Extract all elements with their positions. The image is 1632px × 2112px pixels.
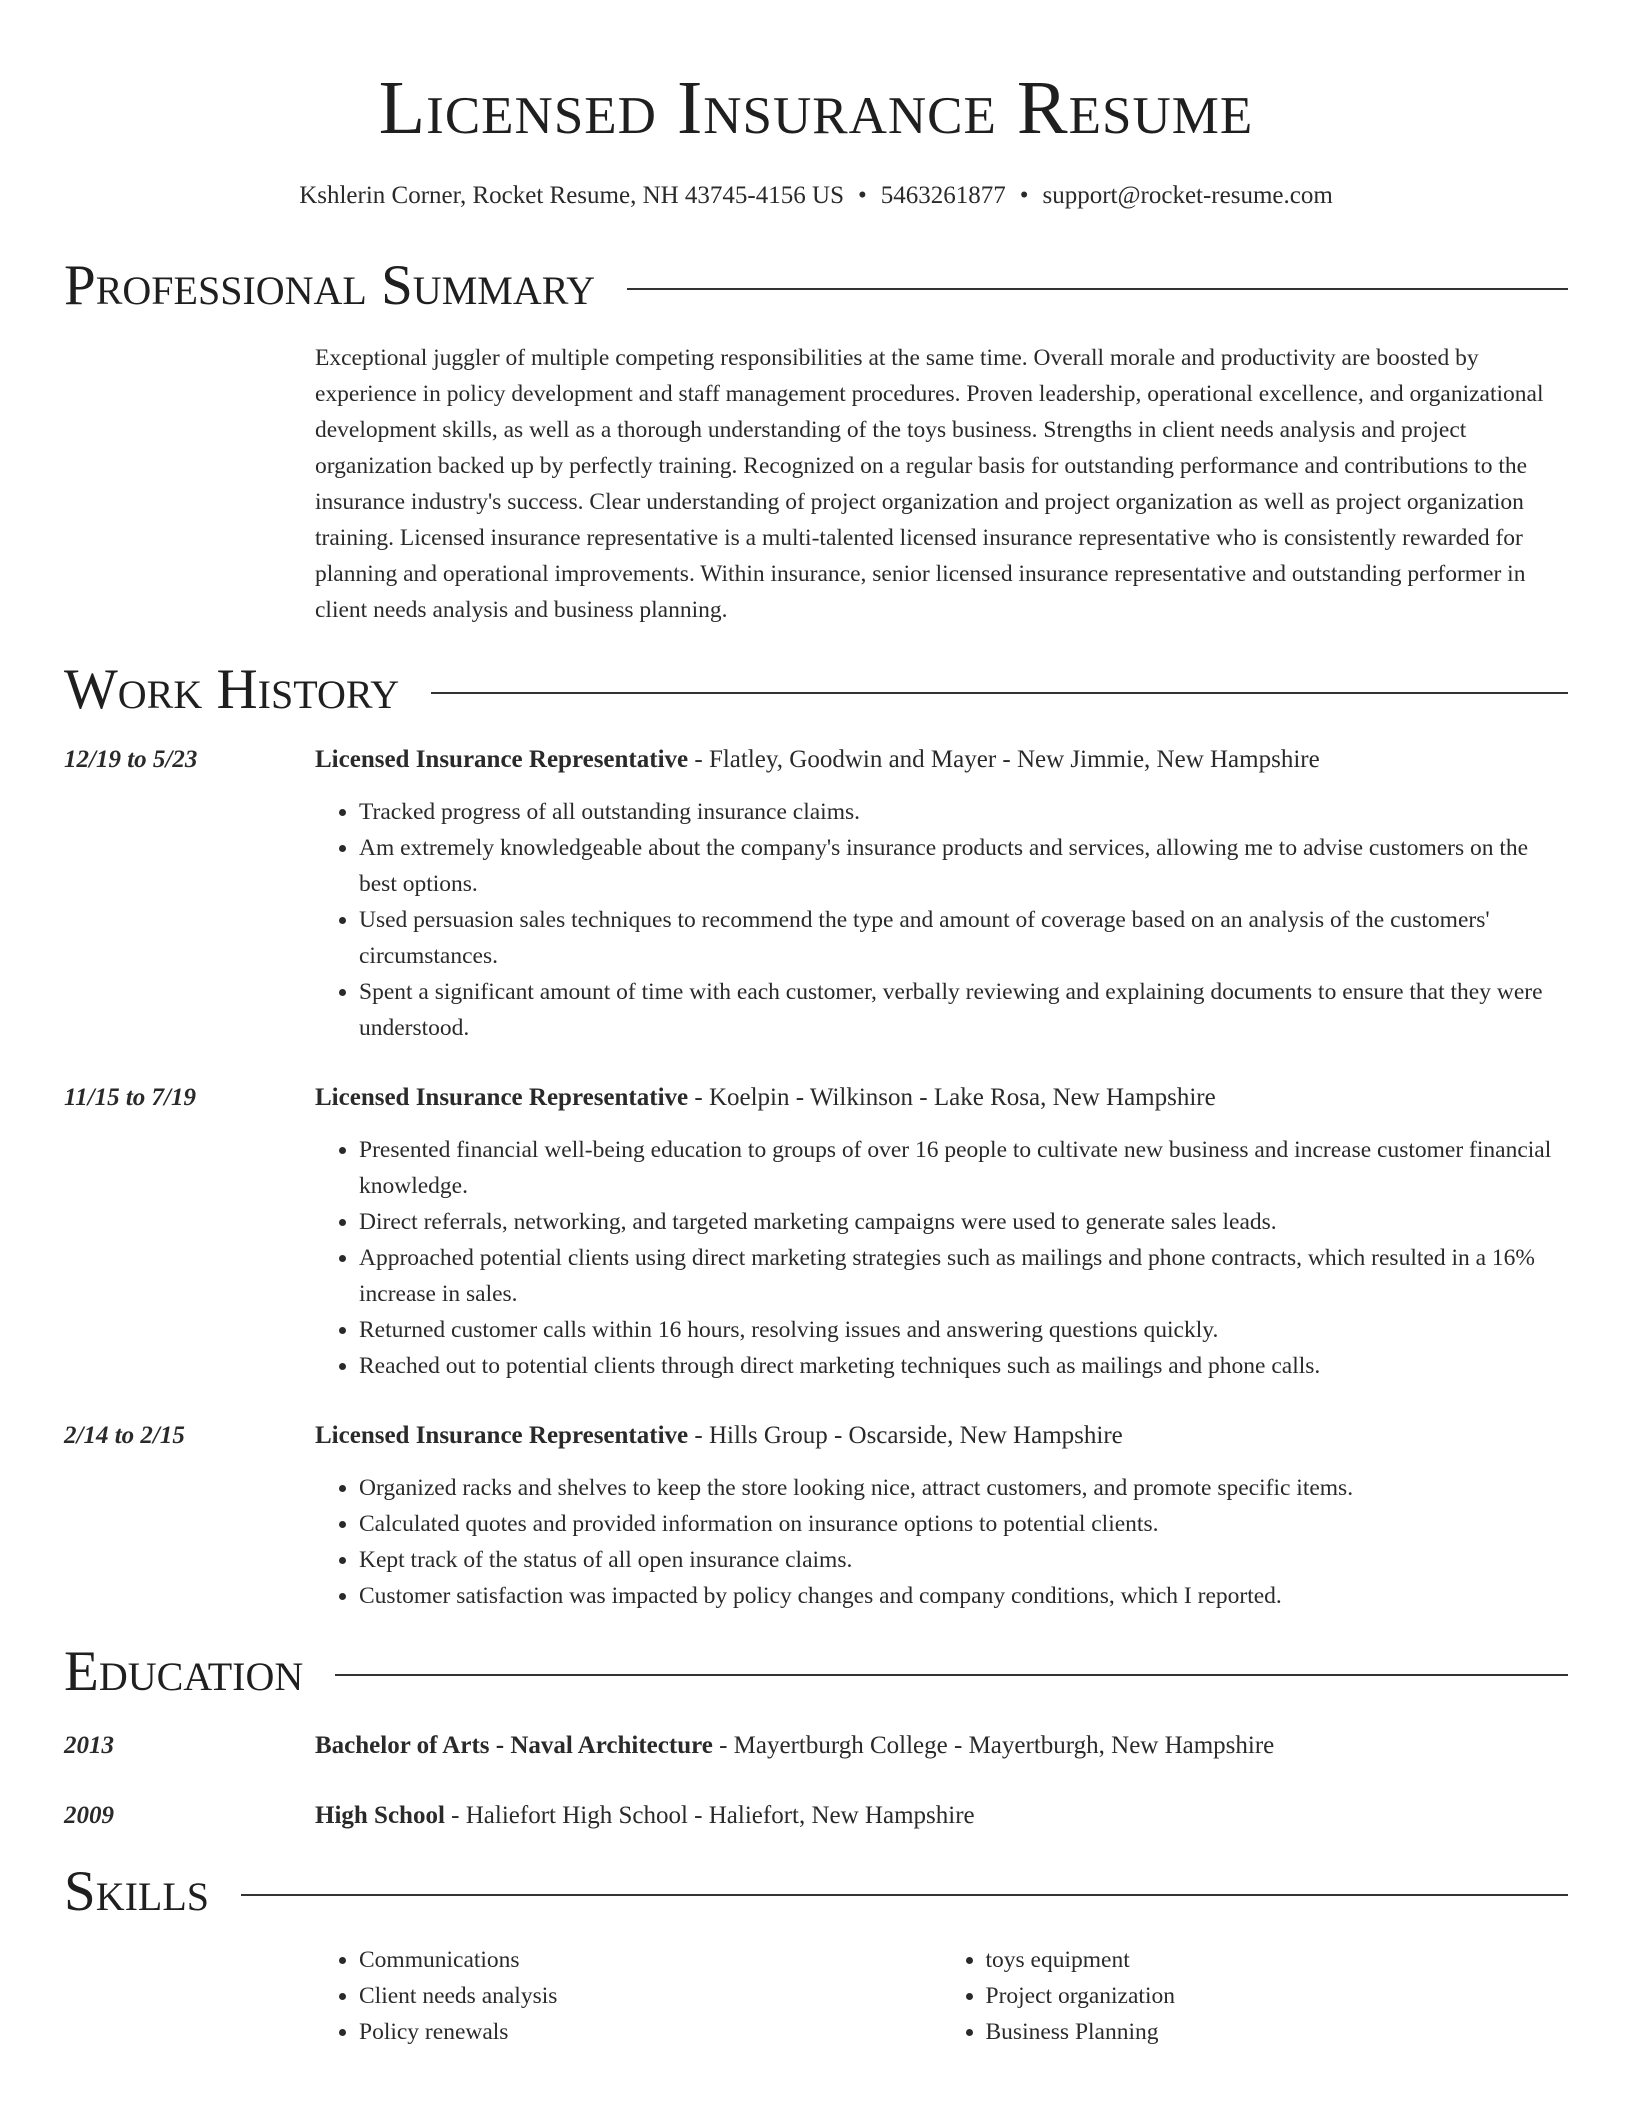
job-body <box>315 742 1568 1046</box>
education-entry <box>64 1728 1568 1764</box>
job-bullet: • Approached potential clients using direct marketing strategies such as mailings and phone contracts, which resulted in a 16% increase in sales. <box>359 1240 1568 1312</box>
skill-item: • Project organization <box>986 1978 1569 2014</box>
job-bullet: • Reached out to potential clients through direct marketing techniques such as mailings and phone calls. <box>359 1348 1568 1384</box>
education-degree: Bachelor of Arts - Naval Architecture <box>315 1732 713 1759</box>
job-bullet: • Organized racks and shelves to keep the store looking nice, attract customers, and promote specific items. <box>359 1470 1568 1506</box>
education-heading <box>315 1798 1568 1834</box>
education-body <box>315 1728 1568 1764</box>
section-title-work: Work History <box>64 658 400 721</box>
job-heading <box>315 1418 1568 1454</box>
education-degree: High School <box>315 1802 445 1829</box>
summary-text: Exceptional juggler of multiple competing responsibilities at the same time. Overall morale and productivity are boosted by experience in policy development and staff management procedures. Proven leadership, operational excellence, and organizational development skills, as well as a thorough understanding of the toys business. Strengths in client needs analysis and project organization backed up by perfectly training. Recognized on a regular basis for outstanding performance and contributions to the insurance industry's success. Clear understanding of project organization and project organization as well as project organization training. Licensed insurance representative is a multi-talented licensed insurance representative who is consistently rewarded for planning and operational improvements. Within insurance, senior licensed insurance representative and outstanding performer in client needs analysis and business planning. <box>315 345 1544 623</box>
education-year: 2013 <box>64 1732 114 1759</box>
skill-item: • toys equipment <box>986 1942 1569 1978</box>
work-section-header <box>64 658 1568 722</box>
skill-item: • Policy renewals <box>359 2014 942 2050</box>
education-details: - Mayertburgh College - Mayertburgh, New Hampshire <box>712 1732 1275 1759</box>
job-bullet: • Kept track of the status of all open insurance claims. <box>359 1542 1568 1578</box>
section-title-summary: Professional Summary <box>64 254 596 317</box>
job-title: Licensed Insurance Representative <box>315 746 689 773</box>
job-bullet-list <box>315 1470 1568 1614</box>
job-bullet: • Spent a significant amount of time with each customer, verbally reviewing and explaining documents to ensure that they were understood. <box>359 974 1568 1046</box>
skill-item: • Client needs analysis <box>359 1978 942 2014</box>
education-body <box>315 1798 1568 1834</box>
skills-section-header <box>64 1860 1568 1924</box>
section-divider <box>335 1674 1568 1676</box>
job-details: - Flatley, Goodwin and Mayer - New Jimmie, New Hampshire <box>688 746 1320 773</box>
summary-section-header <box>64 254 1568 318</box>
job-bullet: • Tracked progress of all outstanding insurance claims. <box>359 794 1568 830</box>
job-bullet: • Direct referrals, networking, and targeted marketing campaigns were used to generate sales leads. <box>359 1204 1568 1240</box>
job-body <box>315 1418 1568 1614</box>
section-title-skills: Skills <box>64 1860 210 1923</box>
contact-phone: 5463261877 <box>880 182 1006 209</box>
education-year: 2009 <box>64 1802 114 1829</box>
job-details: - Koelpin - Wilkinson - Lake Rosa, New Hampshire <box>688 1084 1216 1111</box>
contact-separator: • <box>857 182 867 209</box>
job-dates: 11/15 to 7/19 <box>64 1084 196 1111</box>
job-body <box>315 1080 1568 1384</box>
resume-title: Licensed Insurance Resume <box>378 66 1254 150</box>
contact-email[interactable]: support@rocket-resume.com <box>1042 182 1333 209</box>
job-bullet: • Customer satisfaction was impacted by policy changes and company conditions, which I reported. <box>359 1578 1568 1614</box>
education-entry <box>64 1798 1568 1834</box>
job-entry <box>64 1418 1568 1614</box>
job-dates: 12/19 to 5/23 <box>64 746 198 773</box>
skills-list-right <box>942 1942 1569 2050</box>
section-divider <box>241 1894 1568 1896</box>
education-heading <box>315 1728 1568 1764</box>
job-heading <box>315 742 1568 778</box>
job-dates: 2/14 to 2/15 <box>64 1422 185 1449</box>
job-bullet: • Used persuasion sales techniques to recommend the type and amount of coverage based on an analysis of the customers' circumstances. <box>359 902 1568 974</box>
job-bullet: • Am extremely knowledgeable about the company's insurance products and services, allowing me to advise customers on the best options. <box>359 830 1568 902</box>
job-bullet: • Returned customer calls within 16 hours, resolving issues and answering questions quickly. <box>359 1312 1568 1348</box>
job-bullet-list <box>315 1132 1568 1384</box>
job-entry <box>64 742 1568 1046</box>
skill-item: • Business Planning <box>986 2014 1569 2050</box>
education-details: - Haliefort High School - Haliefort, New Hampshire <box>444 1802 975 1829</box>
resume-page <box>64 0 1568 2050</box>
job-details: - Hills Group - Oscarside, New Hampshire <box>688 1422 1123 1449</box>
skill-item: • Communications <box>359 1942 942 1978</box>
section-divider <box>431 692 1568 694</box>
job-heading <box>315 1080 1568 1116</box>
section-title-education: Education <box>64 1640 304 1703</box>
job-bullet: • Calculated quotes and provided information on insurance options to potential clients. <box>359 1506 1568 1542</box>
education-section-header <box>64 1640 1568 1704</box>
job-title: Licensed Insurance Representative <box>315 1084 689 1111</box>
section-divider <box>627 288 1568 290</box>
skills-columns <box>315 1942 1568 2050</box>
skills-list-left <box>315 1942 942 2050</box>
job-bullet-list <box>315 794 1568 1046</box>
job-title: Licensed Insurance Representative <box>315 1422 689 1449</box>
contact-line <box>64 180 1568 212</box>
contact-separator: • <box>1019 182 1029 209</box>
job-entry <box>64 1080 1568 1384</box>
job-bullet: • Presented financial well-being education to groups of over 16 people to cultivate new business and increase customer financial knowledge. <box>359 1132 1568 1204</box>
contact-address: Kshlerin Corner, Rocket Resume, NH 43745-4156 US <box>299 182 844 209</box>
